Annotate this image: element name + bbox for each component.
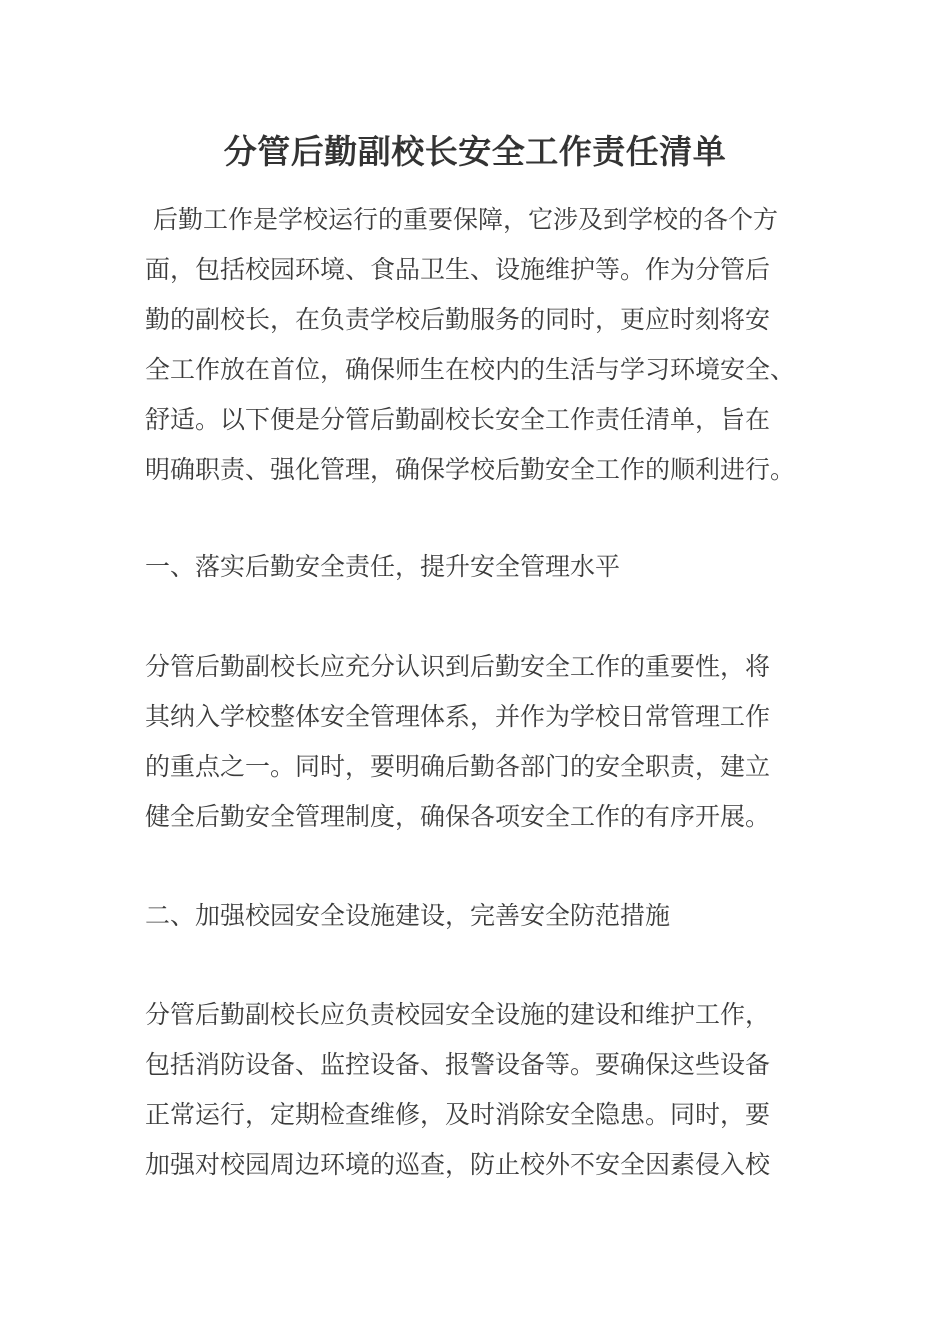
section-1-paragraph: [145, 642, 793, 842]
section-heading-text: 一、落实后勤安全责任，提升安全管理水平: [145, 552, 621, 581]
section-heading-text: 二、加强校园安全设施建设，完善安全防范措施: [145, 901, 671, 930]
section-heading-1: [145, 542, 793, 592]
intro-line: 明确职责、强化管理，确保学校后勤安全工作的顺利进行。: [145, 455, 796, 484]
document-title: 分管后勤副校长安全工作责任清单: [223, 132, 727, 171]
section-2-paragraph: [145, 990, 793, 1190]
section-2-line: 正常运行，定期检查维修，及时消除安全隐患。同时，要: [145, 1100, 771, 1129]
section-1-line: 分管后勤副校长应充分认识到后勤安全工作的重要性，将: [145, 652, 771, 681]
section-1-line: 健全后勤安全管理制度，确保各项安全工作的有序开展。: [145, 802, 771, 831]
intro-line: 后勤工作是学校运行的重要保障，它涉及到学校的各个方: [145, 205, 778, 234]
intro-line: 舒适。以下便是分管后勤副校长安全工作责任清单，旨在: [145, 405, 771, 434]
section-heading-2: [145, 891, 793, 941]
intro-line: 面，包括校园环境、食品卫生、设施维护等。作为分管后: [145, 255, 771, 284]
section-2-line: 分管后勤副校长应负责校园安全设施的建设和维护工作，: [145, 1000, 771, 1029]
section-2-line: 加强对校园周边环境的巡查，防止校外不安全因素侵入校: [145, 1150, 771, 1179]
section-1-line: 的重点之一。同时，要明确后勤各部门的安全职责，建立: [145, 752, 771, 781]
intro-line: 全工作放在首位，确保师生在校内的生活与学习环境安全、: [145, 355, 796, 384]
section-1-line: 其纳入学校整体安全管理体系，并作为学校日常管理工作: [145, 702, 771, 731]
intro-paragraph: [145, 195, 796, 495]
section-2-line: 包括消防设备、监控设备、报警设备等。要确保这些设备: [145, 1050, 771, 1079]
intro-line: 勤的副校长，在负责学校后勤服务的同时，更应时刻将安: [145, 305, 771, 334]
